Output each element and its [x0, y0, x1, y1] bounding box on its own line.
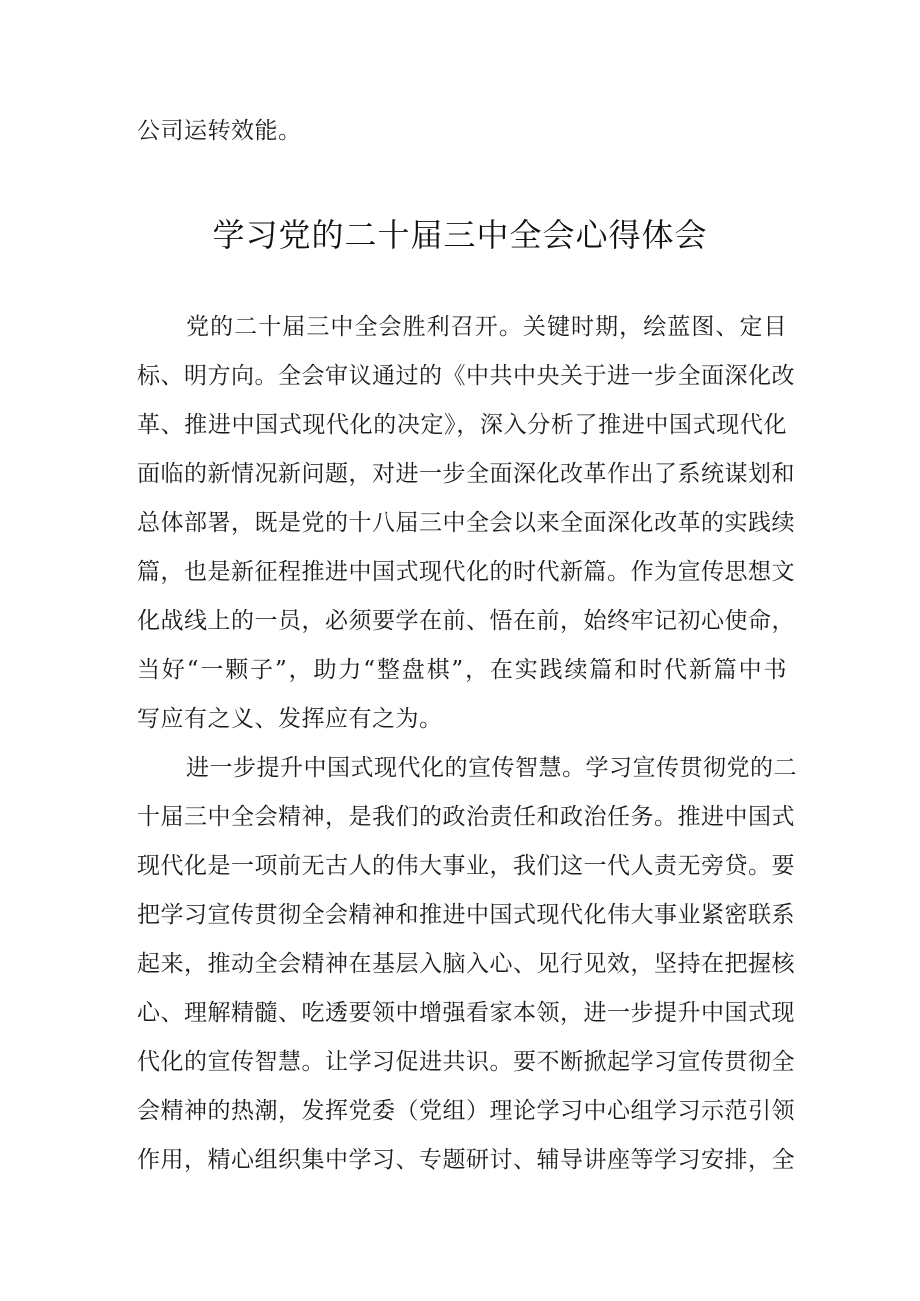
paragraph-line: 心、理解精髓、吃透要领中增强看家本领，进一步提升中国式现	[137, 1000, 795, 1026]
paragraph-line: 化战线上的一员，必须要学在前、悟在前，始终牢记初心使命，	[137, 608, 795, 634]
paragraph-line: 十届三中全会精神，是我们的政治责任和政治任务。推进中国式	[137, 804, 795, 830]
paragraph-line: 面临的新情况新问题，对进一步全面深化改革作出了系统谋划和	[137, 461, 795, 487]
paragraph-line: 革、推进中国式现代化的决定》，深入分析了推进中国式现代化	[137, 412, 787, 438]
paragraph-line: 代化的宣传智慧。让学习促进共识。要不断掀起学习宣传贯彻全	[137, 1049, 795, 1075]
paragraph-line: 篇，也是新征程推进中国式现代化的时代新篇。作为宣传思想文	[137, 559, 795, 585]
document-title: 学习党的二十届三中全会心得体会	[212, 216, 708, 254]
paragraph-line: 现代化是一项前无古人的伟大事业，我们这一代人责无旁贷。要	[137, 853, 795, 879]
paragraph-line: 作用，精心组织集中学习、专题研讨、辅导讲座等学习安排，全	[137, 1147, 795, 1173]
paragraph-line: 标、明方向。全会审议通过的《中共中央关于进一步全面深化改	[137, 363, 795, 389]
paragraph-line: 总体部署，既是党的十八届三中全会以来全面深化改革的实践续	[137, 510, 795, 536]
paragraph-line: 会精神的热潮，发挥党委（党组）理论学习中心组学习示范引领	[137, 1098, 795, 1124]
paragraph-line: 进一步提升中国式现代化的宣传智慧。学习宣传贯彻党的二	[186, 755, 797, 781]
paragraph-line: 把学习宣传贯彻全会精神和推进中国式现代化伟大事业紧密联系	[137, 902, 795, 928]
paragraph-line: 当好“一颗子”，助力“整盘棋”，在实践续篇和时代新篇中书	[137, 657, 787, 683]
paragraph-line: 党的二十届三中全会胜利召开。关键时期，绘蓝图、定目	[186, 314, 787, 340]
paragraph-line: 写应有之义、发挥应有之为。	[137, 706, 443, 732]
continuation-line: 公司运转效能。	[137, 118, 302, 144]
paragraph-line: 起来，推动全会精神在基层入脑入心、见行见效，坚持在把握核	[137, 951, 795, 977]
